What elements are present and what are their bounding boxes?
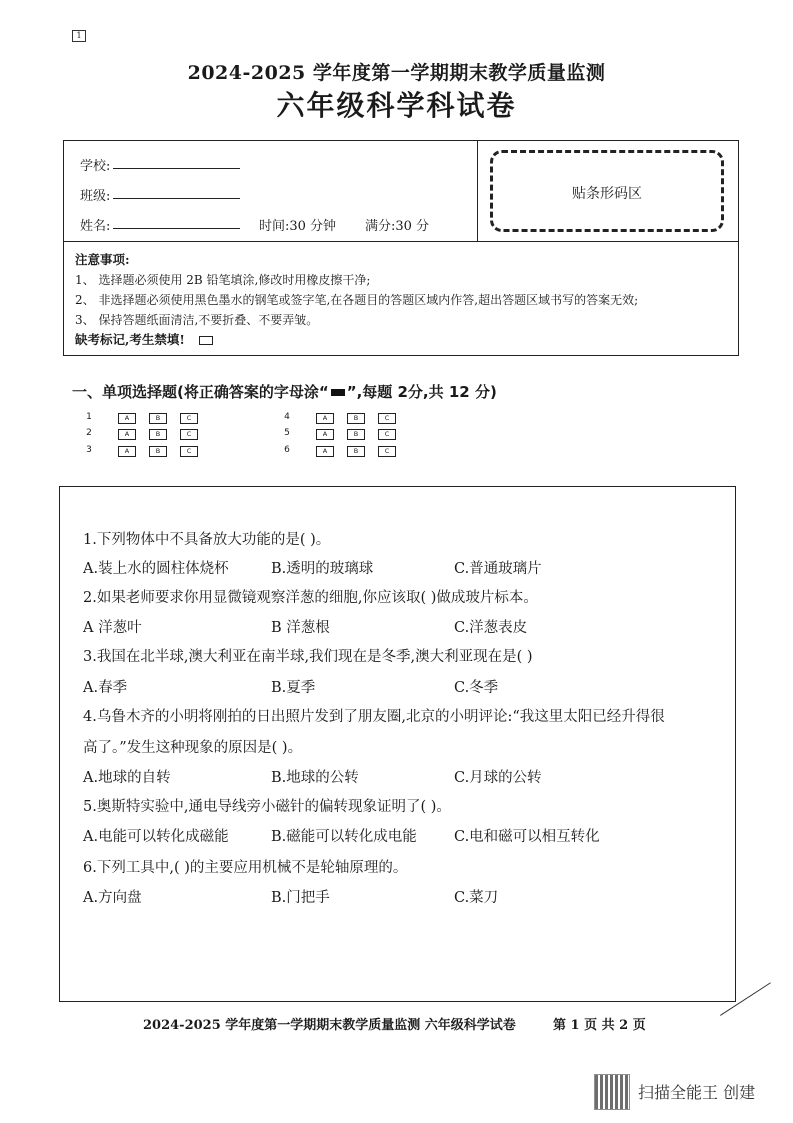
answer-bubble-1-c[interactable]: C <box>180 413 198 424</box>
answer-bubble-2-a[interactable]: A <box>118 429 136 440</box>
question-option: C.普通玻璃片 <box>454 561 542 577</box>
answer-row-number: 1 <box>86 412 92 422</box>
page-number: 第 1 页 共 2 页 <box>553 1018 646 1033</box>
name-label: 姓名: <box>80 219 111 234</box>
question-option: A.春季 <box>83 680 128 696</box>
school-field[interactable] <box>113 168 240 169</box>
scanner-watermark: 扫描全能王 创建 <box>638 1083 756 1102</box>
question-option: A.装上水的圆柱体烧杯 <box>83 561 229 577</box>
question-option: A.电能可以转化成磁能 <box>83 829 229 845</box>
question-option: C.月球的公转 <box>454 770 542 786</box>
notice-item: 3、 保持答题纸面清洁,不要折叠、不要弄皱。 <box>75 313 319 327</box>
question-stem: 1.下列物体中不具备放大功能的是( )。 <box>83 532 331 548</box>
info-divider-vertical <box>477 140 478 241</box>
answer-bubble-3-c[interactable]: C <box>180 446 198 457</box>
answer-row-number: 3 <box>86 445 92 455</box>
question-stem: 6.下列工具中,( )的主要应用机械不是轮轴原理的。 <box>83 860 408 876</box>
section-title-post: ”,每题 2分,共 12 分) <box>346 383 497 401</box>
answer-bubble-5-b[interactable]: B <box>347 429 365 440</box>
notice-item: 2、 非选择题必须使用黑色墨水的钢笔或签字笔,在各题目的答题区域内作答,超出答题区域书写的答案无效; <box>75 293 639 307</box>
question-option: B.门把手 <box>271 890 330 906</box>
answer-bubble-4-a[interactable]: A <box>316 413 334 424</box>
answer-row-number: 2 <box>86 428 92 438</box>
answer-bubble-1-b[interactable]: B <box>149 413 167 424</box>
class-field[interactable] <box>113 198 240 199</box>
answer-bubble-6-c[interactable]: C <box>378 446 396 457</box>
filled-mark-icon <box>331 389 345 396</box>
question-option: B 洋葱根 <box>271 620 330 636</box>
question-stem: 5.奥斯特实验中,通电导线旁小磁针的偏转现象证明了( )。 <box>83 799 451 815</box>
answer-bubble-4-c[interactable]: C <box>378 413 396 424</box>
question-option: A 洋葱叶 <box>83 620 142 636</box>
exam-subject-title: 六年级科学科试卷 <box>276 89 517 122</box>
answer-row-number: 5 <box>284 428 290 438</box>
school-label: 学校: <box>80 159 111 174</box>
footer-title: 2024-2025 学年度第一学期期末教学质量监测 六年级科学试卷 <box>143 1018 516 1033</box>
corner-mark: 1 <box>72 30 86 42</box>
missing-exam-mark <box>75 330 213 348</box>
info-divider <box>63 241 739 242</box>
answer-bubble-3-a[interactable]: A <box>118 446 136 457</box>
question-option: A.方向盘 <box>83 890 142 906</box>
question-option: B.透明的玻璃球 <box>271 561 374 577</box>
answer-bubble-6-a[interactable]: A <box>316 446 334 457</box>
answer-bubble-2-c[interactable]: C <box>180 429 198 440</box>
question-option: C.电和磁可以相互转化 <box>454 829 600 845</box>
answer-bubble-3-b[interactable]: B <box>149 446 167 457</box>
answer-bubble-4-b[interactable]: B <box>347 413 365 424</box>
exam-title: 2024-2025 学年度第一学期期末教学质量监测 <box>187 62 606 84</box>
question-option: B.夏季 <box>271 680 316 696</box>
question-option: B.地球的公转 <box>271 770 359 786</box>
answer-bubble-5-a[interactable]: A <box>316 429 334 440</box>
answer-row-number: 6 <box>284 445 290 455</box>
class-label: 班级: <box>80 189 111 204</box>
section-title <box>72 381 497 402</box>
question-option: B.磁能可以转化成电能 <box>271 829 417 845</box>
answer-bubble-2-b[interactable]: B <box>149 429 167 440</box>
question-option: C.冬季 <box>454 680 499 696</box>
full-score: 满分:30 分 <box>365 219 430 234</box>
missing-exam-label: 缺考标记,考生禁填! <box>75 332 185 347</box>
question-stem: 2.如果老师要求你用显微镜观察洋葱的细胞,你应该取( )做成玻片标本。 <box>83 590 538 606</box>
question-option: C.洋葱表皮 <box>454 620 528 636</box>
notice-title: 注意事项: <box>75 252 130 267</box>
qr-code-icon <box>594 1074 630 1110</box>
missing-exam-checkbox[interactable] <box>199 336 213 345</box>
answer-bubble-1-a[interactable]: A <box>118 413 136 424</box>
question-stem: 3.我国在北半球,澳大利亚在南半球,我们现在是冬季,澳大利亚现在是( ) <box>83 649 533 665</box>
barcode-label: 贴条形码区 <box>572 186 642 202</box>
name-field[interactable] <box>113 228 240 229</box>
question-option: C.菜刀 <box>454 890 499 906</box>
answer-row-number: 4 <box>284 412 290 422</box>
question-stem: 4.乌鲁木齐的小明将刚拍的日出照片发到了朋友圈,北京的小明评论:“我这里太阳已经升得很 <box>83 709 665 725</box>
notice-item: 1、 选择题必须使用 2B 铅笔填涂,修改时用橡皮擦干净; <box>75 273 371 287</box>
answer-bubble-5-c[interactable]: C <box>378 429 396 440</box>
question-stem-cont: 高了。”发生这种现象的原因是( )。 <box>83 740 303 756</box>
answer-bubble-6-b[interactable]: B <box>347 446 365 457</box>
question-option: A.地球的自转 <box>83 770 171 786</box>
section-title-pre: 一、单项选择题(将正确答案的字母涂“ <box>72 383 329 401</box>
exam-time: 时间:30 分钟 <box>259 219 337 234</box>
